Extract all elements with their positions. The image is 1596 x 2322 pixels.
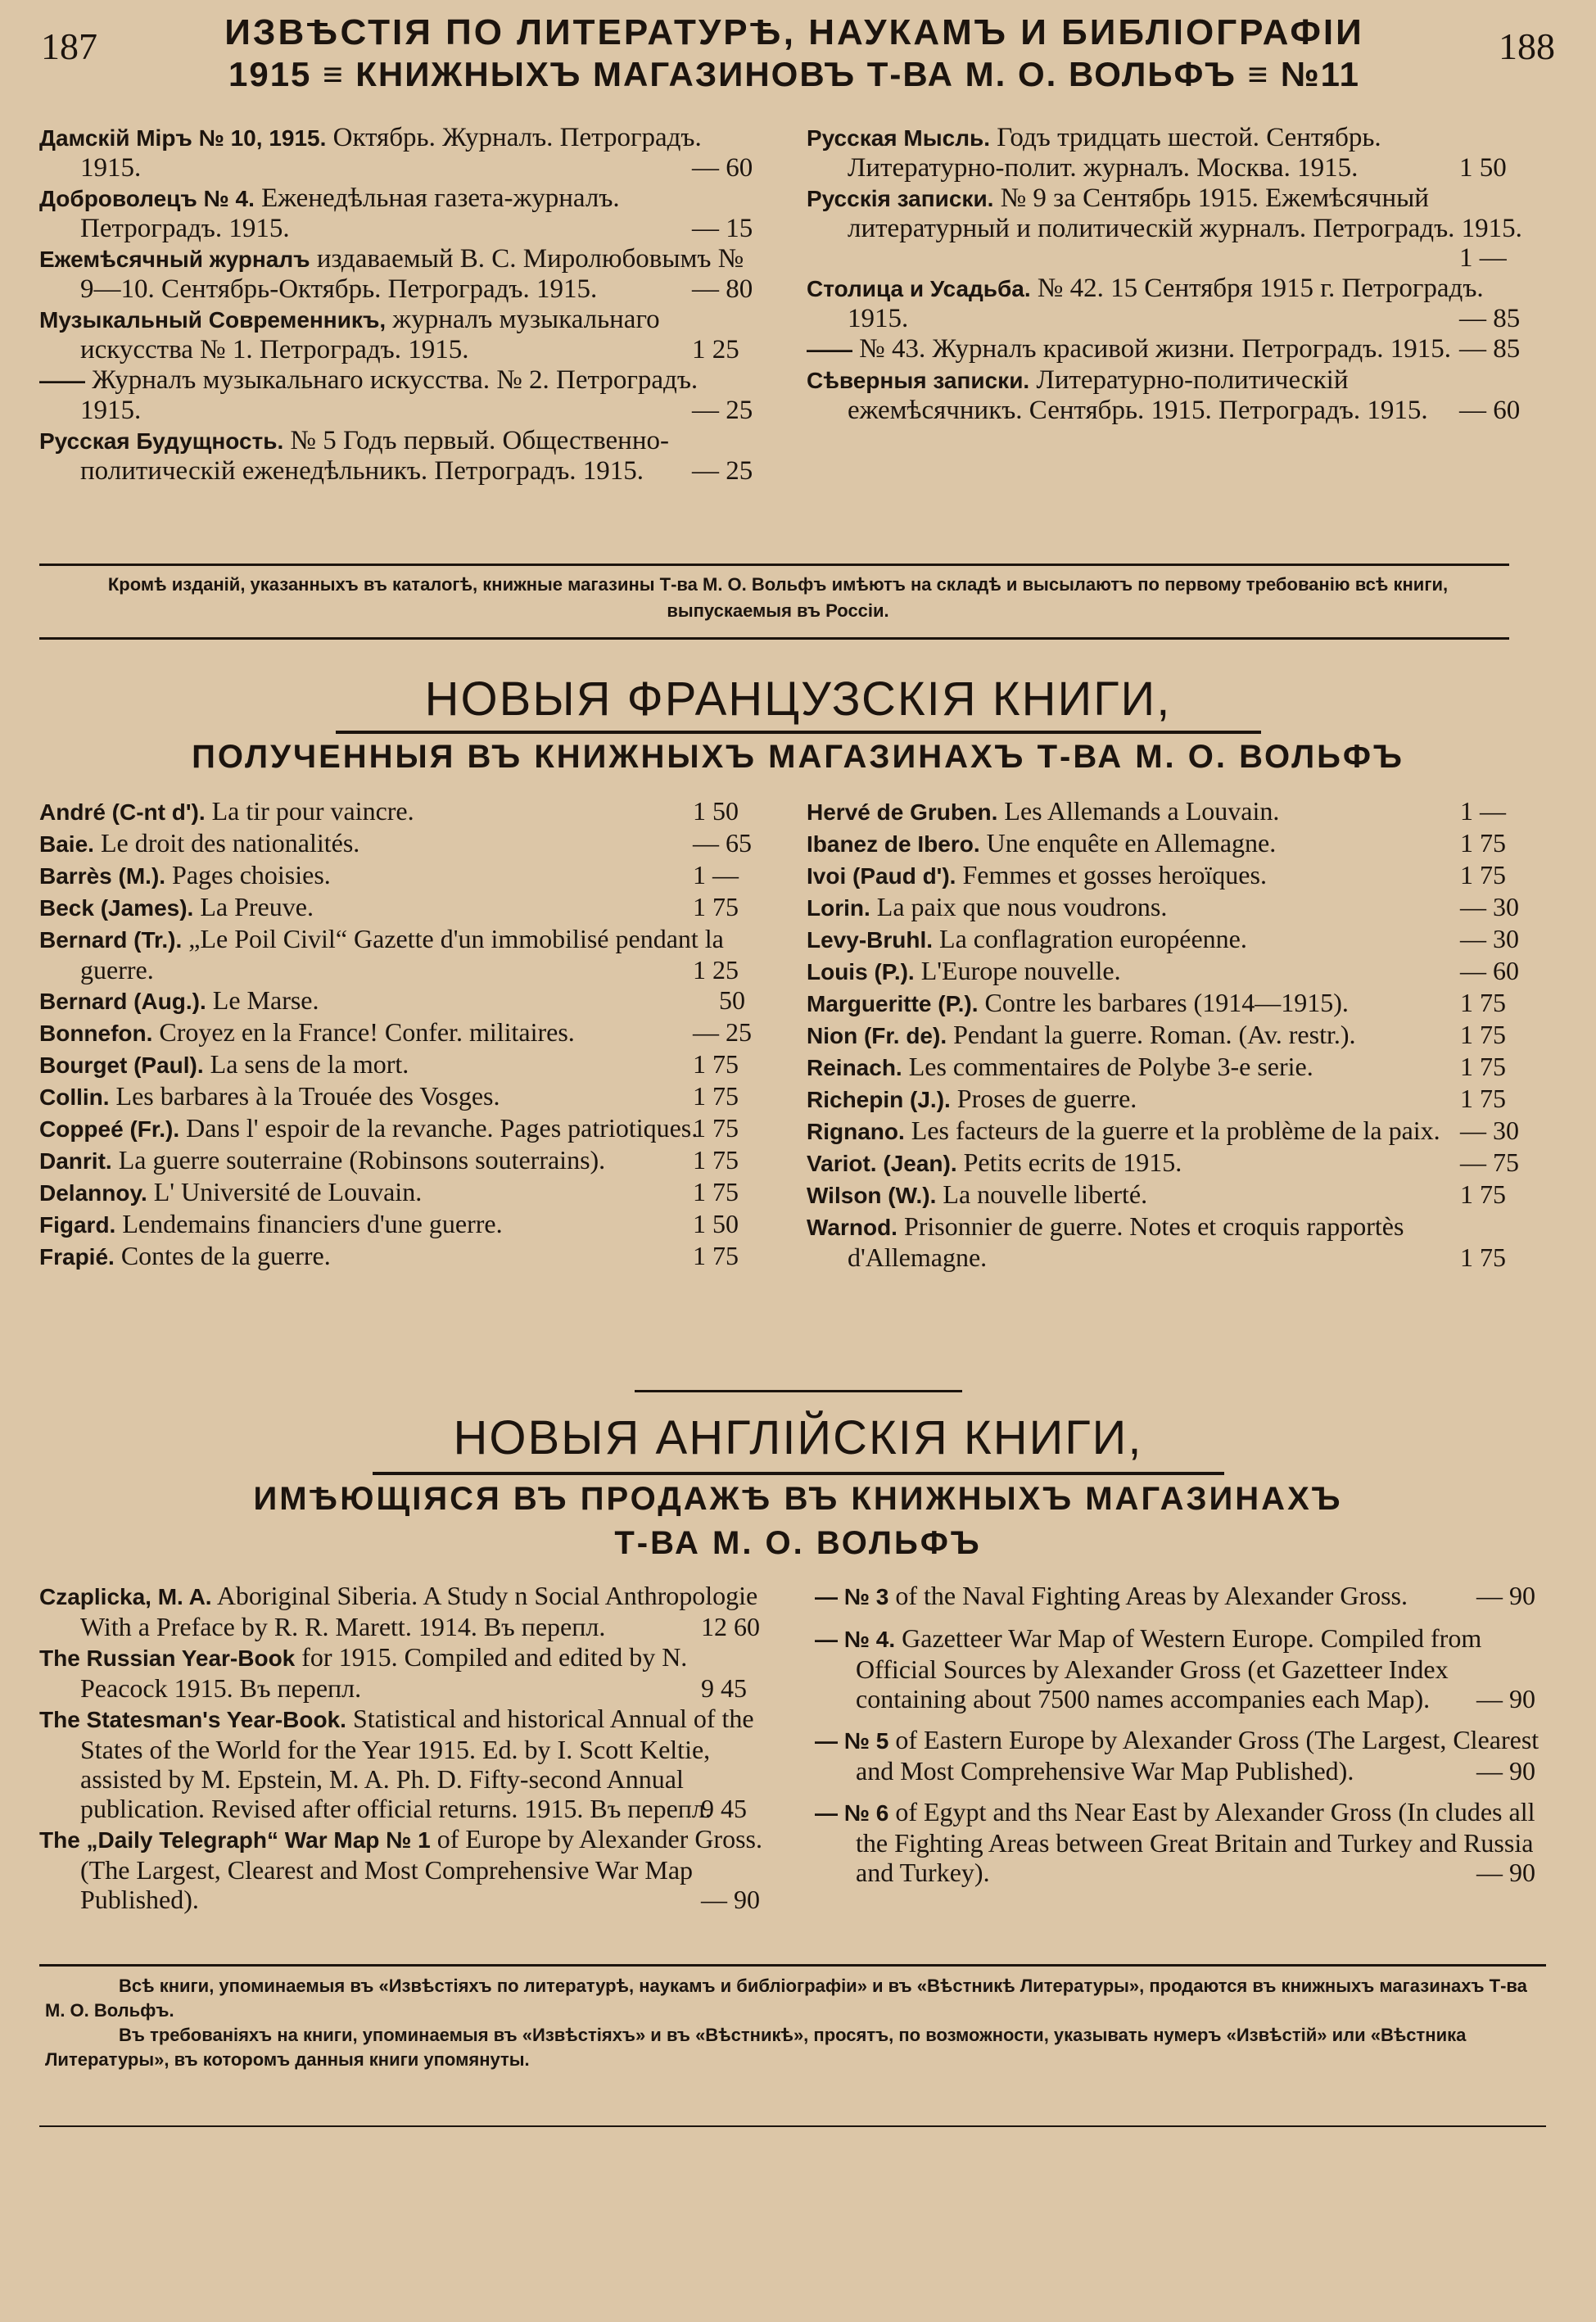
book-entry: Barrès (M.). Pages choisies. 1 — [39, 860, 739, 889]
book-entry: Bernard (Aug.). Le Marse. 50 [39, 985, 745, 1015]
book-entry: Rignano. Les facteurs de la guerre et la problème de la paix. — 30 [807, 1116, 1519, 1145]
book-entry: — № 4. Gazetteer War Map of Western Europe. Compiled from Official Sources by Alexander Gross (et Gazetteer Index containing about 7500 names accompanies each Map). — 90 [815, 1623, 1535, 1713]
book-entry: Delannoy. L' Université de Louvain. 1 75 [39, 1177, 739, 1206]
book-entry: Margueritte (P.). Contre les barbares (1914—1915). 1 75 [807, 988, 1506, 1017]
book-entry: Warnod. Prisonnier de guerre. Notes et croquis rapportès d'Allemagne. 1 75 [807, 1211, 1506, 1272]
journal-entry: Дамскій Міръ № 10, 1915. Октябрь. Журналъ. Петроградъ. 1915. — 60 [39, 123, 753, 183]
page-number-right: 188 [1499, 25, 1555, 67]
title-underline [373, 1472, 1224, 1475]
journals-right-column [807, 123, 1527, 426]
title-underline [336, 731, 1261, 734]
masthead [197, 11, 1392, 95]
french-right-column [807, 796, 1527, 1273]
journal-entry: Русская Мысль. Годъ тридцать шестой. Сентябрь. Литературно-полит. журналъ. Москва. 1915. 1 50 [807, 123, 1507, 183]
divider [39, 637, 1509, 640]
journals-left-column [39, 123, 760, 487]
english-left-column [39, 1581, 768, 1915]
book-entry: Ibanez de Ibero. Une enquête en Allemagne. 1 75 [807, 828, 1506, 858]
book-entry: Baie. Le droit des nationalités. — 65 [39, 828, 752, 858]
book-entry: Reinach. Les commentaires de Polybe 3-e serie. 1 75 [807, 1052, 1506, 1081]
book-entry: Hervé de Gruben. Les Allemands a Louvain. 1 — [807, 796, 1506, 826]
book-entry: The Statesman's Year-Book. Statistical and historical Annual of the States of the World for the Year 1915. Ed. by I. Scott Keltie, assisted by M. Epstein, M. A. Ph. D. Fifty-second Annual publication. Revised after official returns. 1915. Въ перепл. 9 45 [39, 1704, 754, 1823]
journal-entry: Столица и Усадьба. № 42. 15 Сентября 1915 г. Петроградъ. 1915. — 85 [807, 274, 1521, 333]
book-entry: Figard. Lendemains financiers d'une guerre. 1 50 [39, 1209, 739, 1238]
book-entry: Coppeé (Fr.). Dans l' espoir de la revanche. Pages patriotiques. 1 75 [39, 1113, 739, 1143]
book-entry: The „Daily Telegraph“ War Map № 1 of Europe by Alexander Gross. (The Largest, Clearest and Most Comprehensive War Map Published). — 90 [39, 1824, 762, 1914]
footer-paragraph-1: Всѣ книги, упоминаемыя въ «Извѣстіяхъ по литературѣ, наукамъ и библіографіи» и въ «Вѣстникѣ Литературы», продаются въ книжныхъ магазинахъ Т-ва М. О. Вольфъ. [45, 1976, 1527, 2021]
book-entry: Collin. Les barbares à la Trouée des Vosges. 1 75 [39, 1081, 739, 1111]
footer-notice [45, 1974, 1544, 2072]
book-entry: Wilson (W.). La nouvelle liberté. 1 75 [807, 1179, 1506, 1209]
footer-paragraph-2: Въ требованіяхъ на книги, упоминаемыя въ «Извѣстіяхъ» и въ «Вѣстникѣ», просятъ, по возможности, указывать нумеръ «Извѣстій» или «Вѣстника Литературы», въ которомъ данныя книги упомянуты. [45, 2025, 1467, 2070]
journal-entry: Русская Будущность. № 5 Годъ первый. Общественно-политическій еженедѣльникъ. Петроградъ. 1915. — 25 [39, 426, 753, 486]
english-books-title: НОВЫЯ АНГЛІЙСКІЯ КНИГИ, [453, 1411, 1143, 1464]
journal-entry: Доброволецъ № 4. Еженедѣльная газета-журналъ. Петроградъ. 1915. — 15 [39, 183, 753, 243]
book-entry: Czaplicka, M. A. Aboriginal Siberia. A Study n Social Anthropologie With a Preface by R. R. Marett. 1914. Въ перепл. 12 60 [39, 1581, 760, 1641]
stock-notice: Кромѣ изданій, указанныхъ въ каталогѣ, книжные магазины Т-ва М. О. Вольфъ имѣютъ на складѣ и высылаютъ по первому требованію всѣ книги, выпускаемыя въ Россіи. [107, 574, 1449, 621]
journal-entry: Ежемѣсячный журналъ издаваемый В. С. Миролюбовымъ № 9—10. Сентябрь-Октябрь. Петроградъ. 1915. — 80 [39, 244, 753, 304]
book-entry: Levy-Bruhl. La conflagration européenne. — 30 [807, 924, 1519, 953]
book-entry: Frapié. Contes de la guerre. 1 75 [39, 1241, 739, 1270]
journal-entry: Русскія записки. № 9 за Сентябрь 1915. Ежемѣсячный литературный и политическій журналъ. Петроградъ. 1915. 1 — [807, 183, 1522, 273]
english-right-column [815, 1581, 1544, 1888]
book-entry: Nion (Fr. de). Pendant la guerre. Roman. (Av. restr.). 1 75 [807, 1020, 1506, 1049]
divider [39, 2125, 1546, 2127]
french-books-title: НОВЫЯ ФРАНЦУЗСКІЯ КНИГИ, [424, 672, 1172, 726]
masthead-line-1: ИЗВѢСТІЯ ПО ЛИТЕРАТУРѢ, НАУКАМЪ И БИБЛІОГРАФІИ [224, 12, 1364, 52]
journal-entry: —— № 43. Журналъ красивой жизни. Петроградъ. 1915. — 85 [807, 334, 1521, 364]
journal-entry: —— Журналъ музыкальнаго искусства. № 2. Петроградъ. 1915. — 25 [39, 365, 753, 425]
book-entry: Richepin (J.). Proses de guerre. 1 75 [807, 1084, 1506, 1113]
book-entry: Bernard (Tr.). „Le Poil Civil“ Gazette d'un immobilisé pendant la guerre. 1 25 [39, 924, 739, 984]
book-entry: Bonnefon. Croyez en la France! Confer. militaires. — 25 [39, 1017, 752, 1047]
book-entry: André (C-nt d'). La tir pour vaincre. 1 50 [39, 796, 739, 826]
french-left-column [39, 796, 760, 1273]
english-books-subtitle-2: Т-ВА М. О. ВОЛЬФЪ [614, 1525, 982, 1561]
book-entry: Ivoi (Paud d'). Femmes et gosses heroïques. 1 75 [807, 860, 1506, 889]
book-entry: Louis (P.). L'Europe nouvelle. — 60 [807, 956, 1519, 985]
book-entry: Variot. (Jean). Petits ecrits de 1915. — 75 [807, 1147, 1519, 1177]
journal-entry: Музыкальный Современникъ, журналъ музыкальнаго искусства № 1. Петроградъ. 1915. 1 25 [39, 305, 739, 364]
divider [39, 564, 1509, 566]
divider [39, 1964, 1546, 1967]
page-number-left: 187 [41, 25, 97, 67]
book-entry: Beck (James). La Preuve. 1 75 [39, 892, 739, 921]
masthead-line-2: 1915 ≡ КНИЖНЫХЪ МАГАЗИНОВЪ Т-ВА М. О. ВОЛЬФЪ ≡ №11 [228, 55, 1360, 93]
book-entry: Bourget (Paul). La sens de la mort. 1 75 [39, 1049, 739, 1079]
divider [635, 1390, 962, 1392]
book-entry: — № 6 of Egypt and ths Near East by Alexander Gross (In cludes all the Fighting Areas between Great Britain and Turkey and Russia and Turkey). — 90 [815, 1797, 1535, 1887]
english-books-subtitle-1: ИМѢЮЩІЯСЯ ВЪ ПРОДАЖѢ ВЪ КНИЖНЫХЪ МАГАЗИНАХЪ [253, 1481, 1343, 1517]
book-entry: — № 3 of the Naval Fighting Areas by Alexander Gross. — 90 [815, 1581, 1535, 1610]
book-entry: — № 5 of Eastern Europe by Alexander Gross (The Largest, Clearest and Most Comprehensive War Map Published). — 90 [815, 1725, 1539, 1786]
book-entry: Danrit. La guerre souterraine (Robinsons souterrains). 1 75 [39, 1145, 739, 1175]
book-entry: The Russian Year-Book for 1915. Compiled and edited by N. Peacock 1915. Въ перепл. 9 45 [39, 1642, 747, 1703]
french-books-subtitle: ПОЛУЧЕННЫЯ ВЪ КНИЖНЫХЪ МАГАЗИНАХЪ Т-ВА М. О. ВОЛЬФЪ [192, 739, 1404, 775]
book-entry: Lorin. La paix que nous voudrons. — 30 [807, 892, 1519, 921]
journal-entry: Сѣверныя записки. Литературно-политическій ежемѣсячникъ. Сентябрь. 1915. Петроградъ. 1915. — 60 [807, 365, 1521, 425]
